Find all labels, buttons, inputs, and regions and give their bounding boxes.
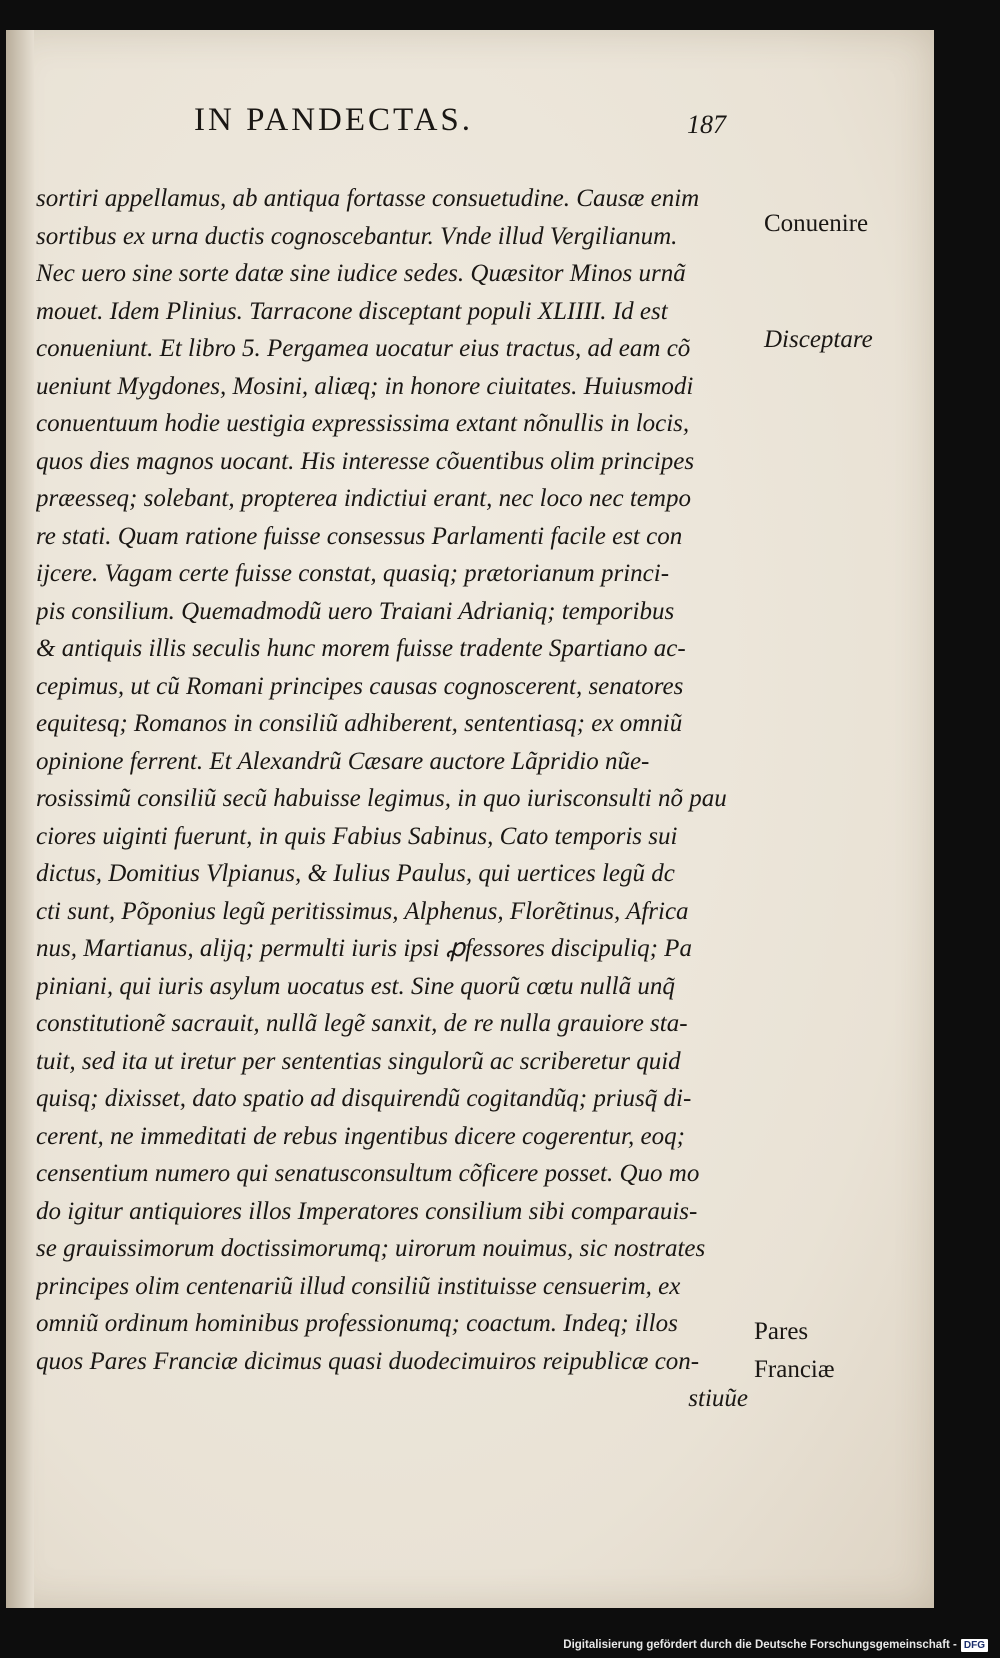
page-spine-shadow xyxy=(6,30,34,1608)
text-line: & antiquis illis seculis hunc morem fuisse tradente Spartiano ac- xyxy=(36,635,686,662)
text-line: Nec uero sine sorte datæ sine iudice sedes. Quæsitor Minos urnã xyxy=(36,260,686,287)
page-number: 187 xyxy=(687,110,726,139)
text-line: pis consilium. Quemadmodũ uero Traiani Adrianiq; temporibus xyxy=(36,597,675,625)
text-line: quos dies magnos uocant. His interesse cõuentibus olim principes xyxy=(36,447,695,475)
text-line: cti sunt, Põponius legũ peritissimus, Alphenus, Florẽtinus, Africa xyxy=(36,897,689,925)
text-line: piniani, qui iuris asylum uocatus est. Sine quorũ cœtu nullã unq̃ xyxy=(36,972,675,1000)
text-line: se grauissimorum doctissimorumq; uirorum nouimus, sic nostrates xyxy=(36,1235,706,1262)
text-line: conuentuum hodie uestigia expressissima extant nõnullis in locis, xyxy=(36,410,690,437)
text-line: do igitur antiquiores illos Imperatores consilium sibi comparauis- xyxy=(36,1197,698,1225)
text-line: conueniunt. Et libro 5. Pergamea uocatur eius tractus, ad eam cõ xyxy=(36,335,691,362)
text-line: quisq; dixisset, dato spatio ad disquirendũ cogitandũq; priusq̃ di- xyxy=(36,1085,692,1112)
text-line: cerent, ne immeditati de rebus ingentibus dicere cogerentur, eoq; xyxy=(36,1122,685,1150)
text-line: quos Pares Franciæ dicimus quasi duodecimuiros reipublicæ con- xyxy=(36,1347,700,1375)
text-line: tuit, sed ita ut iretur per sententias singulorũ ac scriberetur quid xyxy=(36,1047,681,1075)
text-line: constitutionẽ sacrauit, nullã legẽ sanxit, de re nulla grauiore sta- xyxy=(36,1010,688,1037)
text-line: nus, Martianus, alijq; permulti iuris ipsi ꝓfessores discipuliq; Pa xyxy=(36,935,692,962)
text-line: re stati. Quam ratione fuisse consessus Parlamenti facile est con xyxy=(36,522,683,550)
text-line: opinione ferrent. Et Alexandrũ Cæsare auctore Lãpridio nũe- xyxy=(36,747,650,775)
margin-note-pares: Pares xyxy=(754,1318,809,1345)
digitization-footer xyxy=(563,1636,988,1654)
text-line: mouet. Idem Plinius. Tarracone disceptant populi XLIIII. Id est xyxy=(36,297,668,325)
margin-note-franciae: Franciæ xyxy=(754,1356,835,1383)
dfg-logo-icon: DFG xyxy=(961,1639,988,1652)
text-line: stiuũe xyxy=(688,1385,748,1412)
text-line: dictus, Domitius Vlpianus, & Iulius Paulus, qui uertices legũ dc xyxy=(36,860,675,887)
text-line: sortiri appellamus, ab antiqua fortasse consuetudine. Causæ enim xyxy=(36,185,700,212)
book-page xyxy=(6,30,934,1608)
text-line: præesseq; solebant, propterea indictiui erant, nec loco nec tempo xyxy=(36,485,691,512)
text-line: censentium numero qui senatusconsultum cõficere posset. Quo mo xyxy=(36,1160,700,1187)
running-title: IN PANDECTAS. xyxy=(194,102,474,138)
text-line: ijcere. Vagam certe fuisse constat, quasiq; prætorianum princi- xyxy=(36,560,670,587)
text-line: cepimus, ut cũ Romani principes causas cognoscerent, senatores xyxy=(36,672,684,700)
text-line: principes olim centenariũ illud consiliũ instituisse censuerim, ex xyxy=(36,1272,681,1300)
main-text-block xyxy=(36,180,752,1418)
text-line: ueniunt Mygdones, Mosini, aliæq; in honore ciuitates. Huiusmodi xyxy=(36,372,694,400)
text-line: omniũ ordinum hominibus professionumq; coactum. Indeq; illos xyxy=(36,1310,678,1337)
text-line: rosissimũ consiliũ secũ habuisse legimus, in quo iurisconsulti nõ pau xyxy=(36,785,727,812)
text-line: equitesq; Romanos in consiliũ adhiberent, sententiasq; ex omniũ xyxy=(36,710,683,737)
margin-note-conuenire: Conuenire xyxy=(764,210,869,237)
footer-credit: Digitalisierung gefördert durch die Deutsche Forschungsgemeinschaft - xyxy=(563,1639,957,1651)
margin-note-disceptare: Disceptare xyxy=(764,326,873,353)
text-line: ciores uiginti fuerunt, in quis Fabius Sabinus, Cato temporis sui xyxy=(36,822,678,850)
page-header xyxy=(194,102,726,152)
text-line: sortibus ex urna ductis cognoscebantur. Vnde illud Vergilianum. xyxy=(36,222,678,250)
